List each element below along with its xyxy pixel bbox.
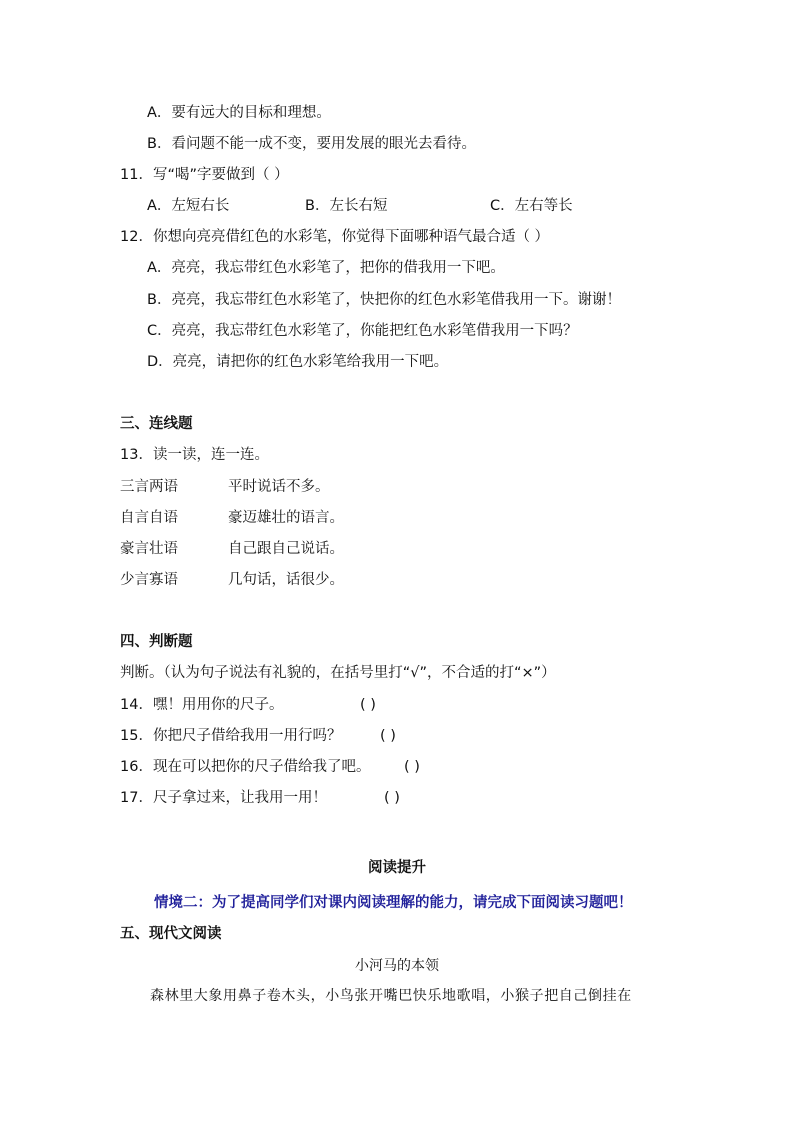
q11-option-b: B．左长右短: [305, 198, 388, 214]
judge-item-16: 16．现在可以把你的尺子借给我了吧。: [120, 759, 371, 775]
q12-stem: 12．你想向亮亮借红色的水彩笔，你觉得下面哪种语气最合适（ ）: [120, 229, 550, 245]
passage-line: 森林里大象用鼻子卷木头，小鸟张开嘴巴快乐地歌唱，小猴子把自己倒挂在: [150, 988, 632, 1004]
q12-option-a: A．亮亮，我忘带红色水彩笔了，把你的借我用一下吧。: [147, 260, 505, 276]
judge-item-15: 15．你把尺子借给我用一用行吗？: [120, 728, 342, 744]
reading-heading: 阅读提升: [368, 860, 426, 876]
match-left-item: 自言自语: [120, 510, 178, 526]
judge-item-14: 14．嘿！用用你的尺子。: [120, 697, 284, 713]
section5-title: 五、现代文阅读: [120, 926, 222, 942]
q10-option-b: B．看问题不能一成不变，要用发展的眼光去看待。: [147, 136, 476, 152]
match-right-item: 自己跟自己说话。: [228, 541, 344, 557]
q12-option-b: B．亮亮，我忘带红色水彩笔了，快把你的红色水彩笔借我用一下。谢谢！: [147, 292, 621, 308]
q11-option-c: C．左右等长: [490, 198, 573, 214]
section3-title: 三、连线题: [120, 416, 193, 432]
q12-option-c: C．亮亮，我忘带红色水彩笔了，你能把红色水彩笔借我用一下吗？: [147, 323, 578, 339]
q11-stem: 11．写“喝”字要做到（ ）: [120, 167, 289, 183]
judge-answer-paren[interactable]: ( ): [384, 790, 400, 806]
match-left-item: 豪言壮语: [120, 541, 178, 557]
match-left-item: 少言寡语: [120, 572, 178, 588]
judge-answer-paren[interactable]: ( ): [404, 759, 420, 775]
match-left-item: 三言两语: [120, 479, 178, 495]
section4-instruction: 判断。（认为句子说法有礼貌的，在括号里打“√”，不合适的打“×”）: [120, 665, 556, 681]
match-right-item: 几句话，话很少。: [228, 572, 344, 588]
q10-option-a: A．要有远大的目标和理想。: [147, 105, 331, 121]
scenario-text: 情境二：为了提高同学们对课内阅读理解的能力，请完成下面阅读习题吧！: [154, 895, 633, 911]
match-right-item: 豪迈雄壮的语言。: [228, 510, 344, 526]
q13-stem: 13．读一读，连一连。: [120, 447, 269, 463]
match-right-item: 平时说话不多。: [228, 479, 330, 495]
judge-answer-paren[interactable]: ( ): [360, 697, 376, 713]
judge-answer-paren[interactable]: ( ): [380, 728, 396, 744]
judge-item-17: 17．尺子拿过来，让我用一用！: [120, 790, 327, 806]
section4-title: 四、判断题: [120, 634, 193, 650]
q11-option-a: A．左短右长: [147, 198, 230, 214]
q12-option-d: D．亮亮，请把你的红色水彩笔给我用一下吧。: [147, 354, 449, 370]
passage-title: 小河马的本领: [355, 958, 439, 974]
